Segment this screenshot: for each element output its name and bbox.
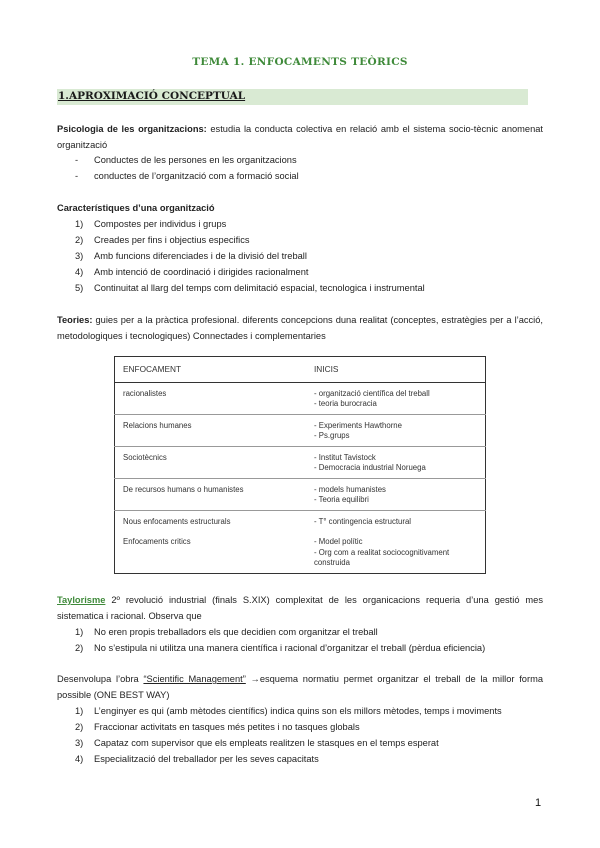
list-item: 2) Creades per fins i objectius especifics [75, 234, 250, 245]
table-cell: racionalistes [115, 382, 307, 414]
list-item: - Conductes de les persones en les organitzacions [75, 155, 297, 165]
section-heading: 1.APROXIMACIÓ CONCEPTUAL [58, 90, 246, 102]
list-item: 5) Continuitat al llarg del temps com delimitació espacial, tecnologica i instrumental [75, 282, 425, 293]
table-cell: - Model polític - Org com a realitat sociocognitivament construida [314, 537, 450, 567]
list-item: 3) Amb funcions diferenciades i de la divisió del treball [75, 250, 307, 261]
scientific-list [57, 704, 543, 768]
caracteristiques-list [57, 217, 543, 297]
scientific-management-title: “Scientific Management” [143, 674, 246, 684]
table-header-row [115, 357, 486, 383]
table-header-enfocament: ENFOCAMENT [115, 357, 307, 383]
table-cell: Sociotècnics [115, 446, 307, 478]
psicologia-text: estudia la conducta colectiva en relació amb el sistema socio-tècnic anomenat organització [57, 124, 543, 150]
teories-paragraph [57, 313, 543, 344]
table-row [115, 382, 486, 414]
enfocaments-table [114, 356, 486, 574]
taylorisme-paragraph [57, 593, 543, 624]
list-item: 2) No s’estipula ni utilitza una manera científica i racional d’organitzar el treball (pèrdua eficiencia) [75, 642, 486, 653]
list-item: - conductes de l’organització com a formació social [75, 170, 299, 181]
table-cell: - organització científica del treball - teoria burocracia [306, 382, 486, 414]
psicologia-paragraph [57, 122, 543, 153]
table-row [115, 510, 486, 531]
table-header-inicis: INICIS [306, 357, 486, 383]
taylorisme-link[interactable]: Taylorisme [57, 595, 106, 605]
list-item: 1) Compostes per individus i grups [75, 219, 227, 229]
list-item: 1) L’enginyer es qui (amb mètodes científics) indica quins son els millors mètodes, temps i moviments [75, 706, 502, 716]
caracteristiques-heading: Característiques d’una organització [57, 203, 215, 213]
taylorisme-text: 2º revolució industrial (finals S.XIX) complexitat de les organicacions requeria d’una gestió mes sistematica i racional. Observa que [57, 595, 543, 621]
table-cell: - models humanistes - Teoria equilibri [306, 478, 486, 510]
table-cell: - Institut Tavistock - Democracia industrial Noruega [306, 446, 486, 478]
page-number: 1 [535, 797, 542, 809]
scientific-paragraph: Desenvolupa l’obra “Scientific Management” →esquema normatiu permet organitzar el treball de la millor forma possible (ONE BEST WAY) [57, 674, 543, 700]
taylorisme-list [57, 625, 543, 657]
list-item: 4) Especialització del treballador per les seves capacitats [75, 753, 319, 764]
table-row [115, 446, 486, 478]
table-cell: De recursos humans o humanistes [115, 478, 307, 510]
table-row [115, 414, 486, 446]
teories-text: guies per a la pràctica profesional. diferents concepcions duna realitat (conceptes, estratègies per a l’acció, metodologiques i tecnologiques) Connectades i complementaries [57, 315, 543, 341]
table-cell: - T° contingencia estructural [314, 516, 412, 526]
table-row [115, 478, 486, 510]
psicologia-term: Psicologia de les organitzacions: [57, 124, 207, 134]
table-cell: Relacions humanes [115, 414, 307, 446]
document-title: TEMA 1. ENFOCAMENTS TEÒRICS [192, 56, 408, 68]
table-cell: - Experiments Hawthorne - Ps.grups [306, 414, 486, 446]
list-item: 3) Capataz com supervisor que els empleats realitzen le stasques en el temps esperat [75, 737, 439, 748]
teories-term: Teories: [57, 315, 93, 325]
list-item: 4) Amb intenció de coordinació i dirigides racionalment [75, 266, 309, 277]
list-item: 2) Fraccionar activitats en tasques més petites i no tasques globals [75, 721, 360, 732]
table-cell: Enfocaments critics [123, 537, 191, 546]
psicologia-list [57, 153, 543, 185]
table-row [115, 531, 486, 573]
list-item: 1) No eren propis treballadors els que decidien com organitzar el treball [75, 627, 378, 637]
table-cell: Nous enfocaments estructurals [123, 516, 231, 526]
